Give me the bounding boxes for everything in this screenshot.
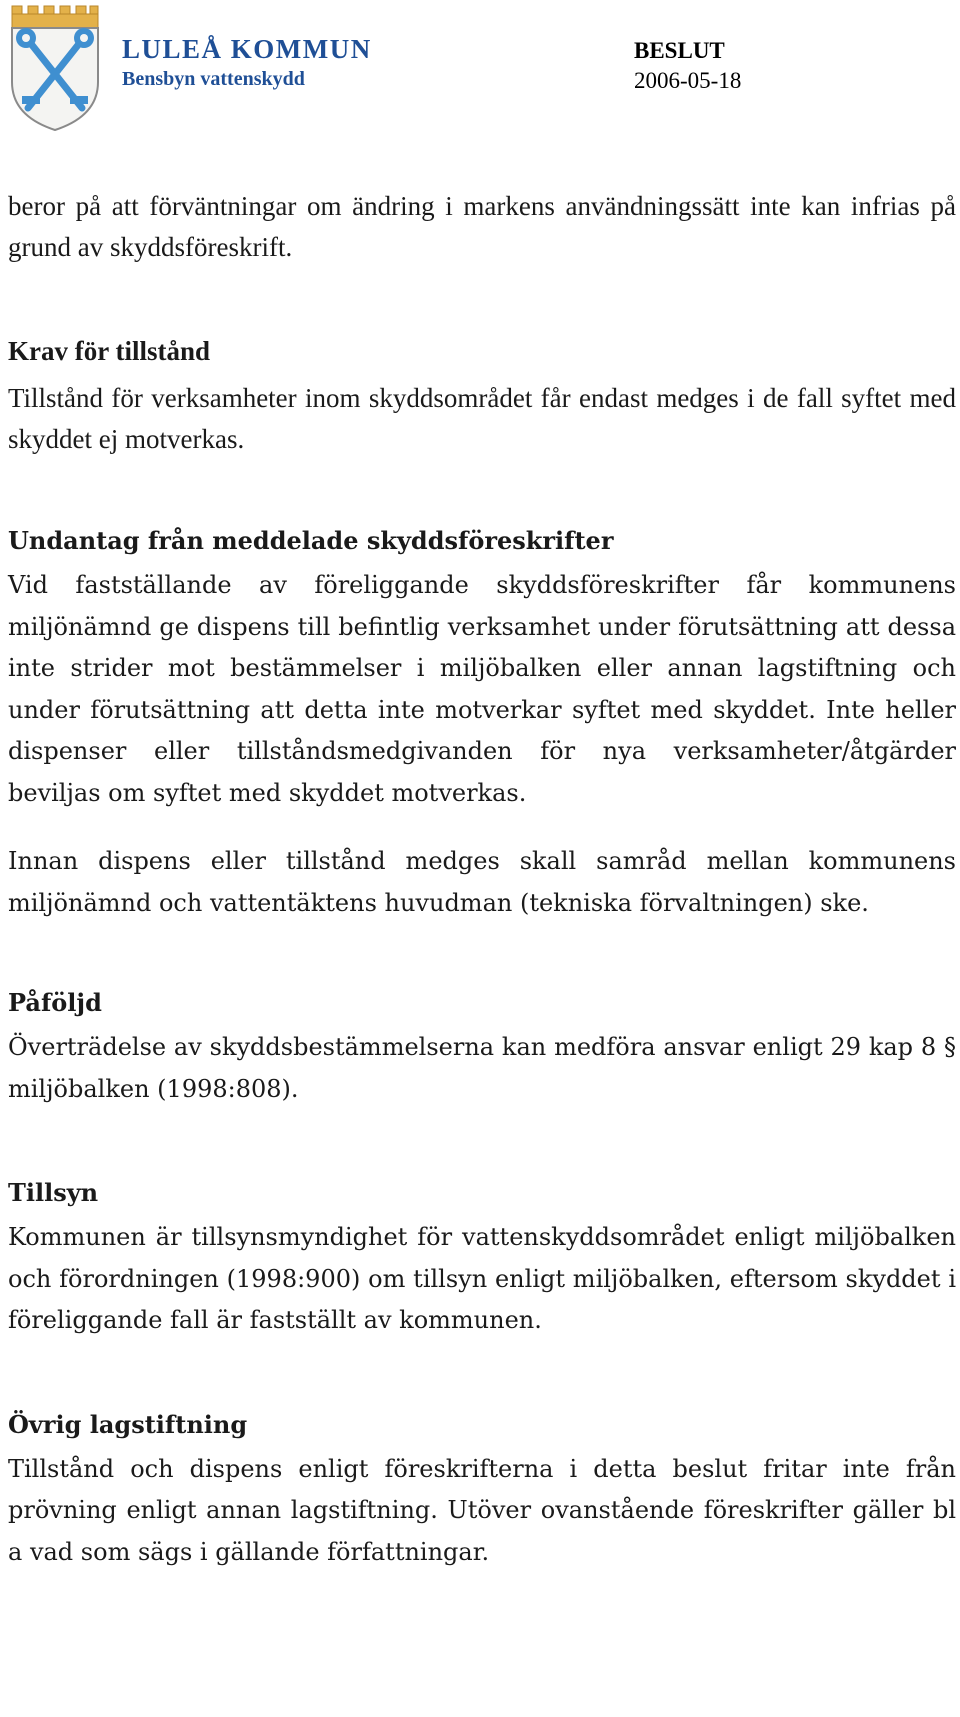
section-paragraph: Kommunen är tillsynsmyndighet för vattenskyddsområdet enligt miljöbalken och förordningen (1998:900) om tillsyn enligt miljöbalken, eftersom skyddet i föreliggande fall är fastställt av kommunen. [8,1223,956,1334]
section-paragraph: Innan dispens eller tillstånd medges skall samråd mellan kommunens miljönämnd och vattentäktens huvudman (tekniska förvaltningen) ske. [8,847,956,917]
section-paragraph: Tillstånd för verksamheter inom skyddsområdet får endast medges i de fall syftet med skyddet ej motverkas. [8,383,956,454]
section-ovrig-lagstiftning [8,1404,956,1574]
document-type: BESLUT [634,38,725,63]
section-heading: Krav för tillstånd [8,336,210,366]
section-heading: Påföljd [8,988,102,1017]
document-date: 2006-05-18 [634,68,742,93]
section-heading: Tillsyn [8,1178,99,1207]
document-header [0,0,960,140]
section-paragraph: Vid fastställande av föreliggande skyddsföreskrifter får kommunens miljönämnd ge dispens till befintlig verksamhet under förutsättning att dessa inte strider mot bestämmelser i miljöbalken eller annan lagstiftning och under förutsättning att detta inte motverkar syftet med skyddet. Inte heller dispenser eller tillståndsmedgivanden för nya verksamheter/åtgärder beviljas om syftet med skyddet motverkas. [8,571,956,807]
intro-paragraph: beror på att förväntningar om ändring i markens användningssätt inte kan infrias på grund av skyddsföreskrift. [8,191,956,262]
section-tillsyn [8,1172,956,1342]
section-undantag [8,520,956,924]
organization-unit: Bensbyn vattenskydd [122,68,305,90]
section-paragraph: Tillstånd och dispens enligt föreskrifterna i detta beslut fritar inte från prövning enligt annan lagstiftning. Utöver ovanstående föreskrifter gäller bl a vad som sägs i gällande författningar. [8,1454,956,1566]
document-body [8,186,956,1573]
lulea-coat-of-arms-icon [8,4,100,132]
section-heading: Undantag från meddelade skyddsföreskrifter [8,526,614,555]
section-krav [8,331,956,460]
organization-name: LULEÅ KOMMUN [122,34,372,64]
section-paragraph: Överträdelse av skyddsbestämmelserna kan medföra ansvar enligt 29 kap 8 § miljöbalken (1998:808). [8,1033,956,1103]
section-pafoljd [8,982,956,1110]
section-heading: Övrig lagstiftning [8,1409,248,1439]
